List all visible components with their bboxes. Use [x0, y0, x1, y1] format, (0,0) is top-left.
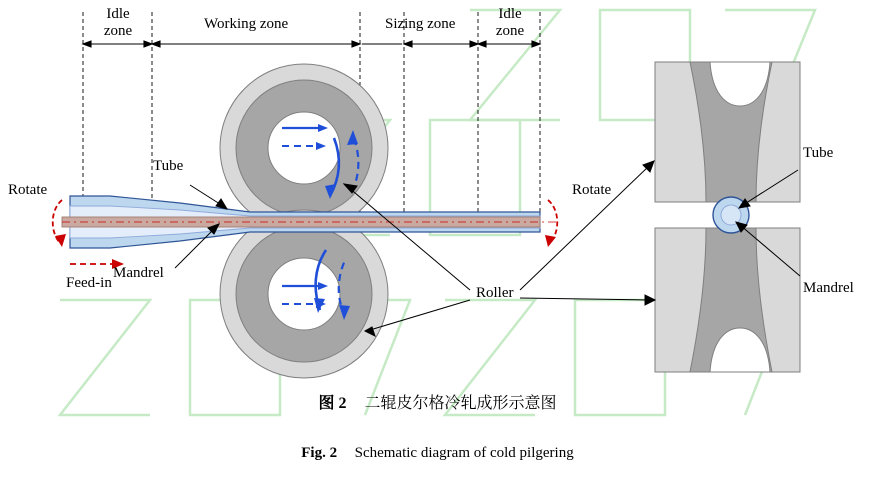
idle-right-line2: zone [495, 23, 525, 40]
idle-right-line1: Idle [498, 6, 522, 22]
caption-chinese [0, 390, 875, 413]
zone-label-sizing: Sizing zone [385, 16, 456, 32]
caption-cn-text: 二辊皮尔格冷轧成形示意图 [364, 395, 557, 412]
zone-label-idle-right [486, 6, 534, 41]
label-mandrel-right: Mandrel [803, 280, 854, 296]
label-rotate-left: Rotate [8, 182, 48, 198]
caption-cn-prefix: 图 2 [318, 395, 347, 412]
caption-english [0, 445, 875, 462]
label-feed-in: Feed-in [66, 275, 112, 291]
zone-label-working: Working zone [204, 16, 289, 32]
label-mandrel: Mandrel [113, 265, 164, 281]
label-tube-right: Tube [803, 145, 834, 161]
idle-left-line1: Idle [106, 6, 130, 22]
label-rotate-right: Rotate [572, 182, 612, 198]
label-tube: Tube [153, 158, 184, 174]
zone-label-idle-left [94, 6, 142, 41]
label-roller: Roller [476, 285, 514, 301]
caption-en-text: Schematic diagram of cold pilgering [354, 445, 574, 461]
caption-en-prefix: Fig. 2 [301, 445, 338, 461]
idle-left-line2: zone [103, 23, 133, 40]
